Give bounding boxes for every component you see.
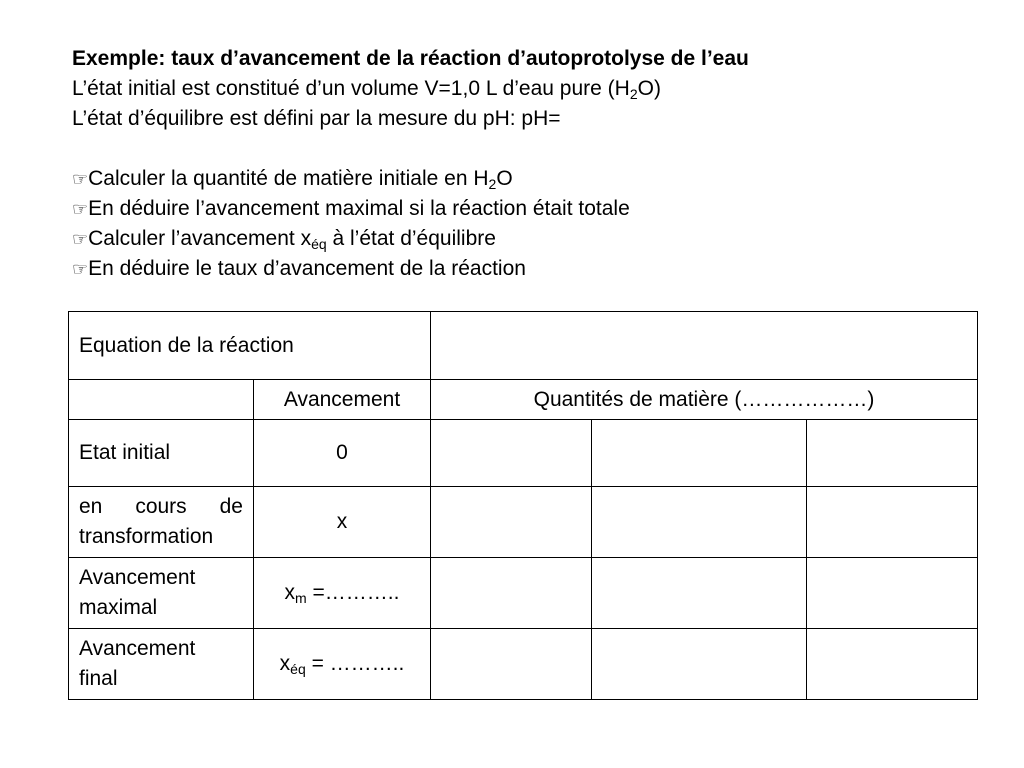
bullet-4 [72,254,749,284]
exercise-title: Exemple: taux d’avancement de la réaction d’autoprotolyse de l’eau [72,47,749,70]
en-cours-label [69,487,254,558]
empty-cell [592,420,807,487]
table-row [69,487,978,558]
pointing-hand-icon: ☞ [72,199,89,220]
initial-state-end: O) [637,77,661,100]
table-row-equation [69,312,978,380]
avancement-final-label [69,629,254,700]
bullet-1-end: O [496,167,513,190]
empty-cell [807,420,978,487]
maximal-line-2: maximal [79,596,158,619]
equation-label: Equation de la réaction [79,333,294,357]
bullet-1 [72,164,749,194]
header-empty-cell [69,380,254,420]
h2o-subscript: 2 [629,86,638,102]
bullet-1-text: Calculer la quantité de matière initiale en H [88,167,489,190]
bullet-2 [72,194,749,224]
table-row [69,558,978,629]
empty-cell [807,629,978,700]
etat-initial-value: 0 [254,420,431,487]
avancement-maximal-value [254,558,431,629]
avancement-table [68,311,978,700]
bullet-4-text: En déduire le taux d’avancement de la réaction [88,257,526,280]
initial-state-line [72,74,749,104]
bullet-3-end: à l’état d’équilibre [326,227,496,250]
en-cours-value: x [254,487,431,558]
spacer [72,134,749,164]
xeq-var: x [279,652,291,675]
initial-state-text: L’état initial est constitué d’un volume V=1,0 L d’eau pure (H [72,77,630,100]
empty-cell [431,487,592,558]
empty-cell [592,558,807,629]
equation-empty-cell [431,312,978,380]
final-line-1: Avancement [79,637,196,660]
table-row-header [69,380,978,420]
pointing-hand-icon: ☞ [72,259,89,280]
cours-word: cours [135,495,187,518]
table-row [69,420,978,487]
en-cours-line-1 [79,492,243,522]
xm-var: x [284,581,296,604]
table-row [69,629,978,700]
de-word: de [219,495,243,518]
equation-label-cell [69,312,431,380]
pointing-hand-icon: ☞ [72,229,89,250]
empty-cell [431,558,592,629]
xeq-subscript: éq [290,661,306,677]
avancement-maximal-label [69,558,254,629]
xm-rest: =……….. [306,581,400,604]
empty-cell [592,629,807,700]
etat-initial-label: Etat initial [69,420,254,487]
xeq-rest: = ……….. [305,652,405,675]
avancement-header: Avancement [254,380,431,420]
equilibrium-state-line: L’état d’équilibre est défini par la mesure du pH: pH= [72,107,561,130]
bullet-3-text: Calculer l’avancement x [88,227,312,250]
empty-cell [592,487,807,558]
empty-cell [431,420,592,487]
bullet-1-subscript: 2 [488,176,497,192]
bullet-2-text: En déduire l’avancement maximal si la réaction était totale [88,197,630,220]
final-line-2: final [79,667,118,690]
bullet-3-subscript: éq [311,236,327,252]
bullet-3 [72,224,749,254]
empty-cell [807,558,978,629]
quantites-header: Quantités de matière (………………) [431,380,978,420]
empty-cell [807,487,978,558]
en-cours-line-2: transformation [79,525,214,548]
xm-subscript: m [295,590,307,606]
empty-cell [431,629,592,700]
pointing-hand-icon: ☞ [72,169,89,190]
exercise-text [72,44,749,284]
maximal-line-1: Avancement [79,566,196,589]
en-word: en [79,495,103,518]
avancement-final-value [254,629,431,700]
